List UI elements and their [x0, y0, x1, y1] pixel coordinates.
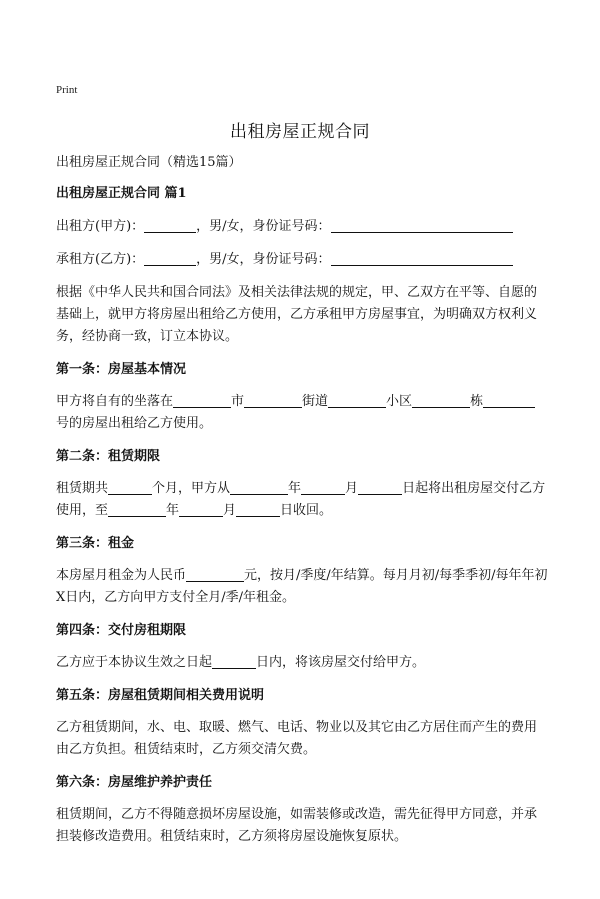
contract-heading: 出租房屋正规合同 篇1: [56, 186, 187, 201]
section-2-text: 日起将出租房屋交付乙方使用，至: [56, 481, 546, 518]
print-label: Print: [56, 84, 78, 96]
city-blank: [173, 393, 231, 408]
section-1-text: 栋: [470, 394, 484, 409]
section-3-paragraph: [56, 565, 548, 609]
section-3-text: 本房屋月租金为人民币: [56, 568, 187, 583]
section-4-paragraph: [56, 652, 548, 674]
lessee-line: [56, 249, 548, 271]
section-2-text: 个月，甲方从: [152, 481, 231, 496]
document-subtitle: 出租房屋正规合同（精选15篇）: [56, 155, 242, 170]
lessor-line: [56, 216, 548, 238]
months-blank: [108, 480, 152, 495]
section-2-text: 月: [345, 481, 359, 496]
document-title: 出租房屋正规合同: [230, 122, 370, 142]
start-day-blank: [358, 480, 402, 495]
end-month-blank: [179, 502, 223, 517]
section-5-heading: 第五条：房屋租赁期间相关费用说明: [56, 688, 265, 703]
lessee-gender-text: ，男/女，身份证号码：: [196, 252, 331, 267]
section-6-paragraph: 租赁期间，乙方不得随意损坏房屋设施，如需装修或改造，需先征得甲方同意，并承担装修改造费用。租赁结束时，乙方须将房屋设施恢复原状。: [56, 807, 538, 844]
section-1-text: 街道: [302, 394, 329, 409]
lessor-label: 出租方(甲方)：: [56, 219, 145, 234]
start-month-blank: [301, 480, 345, 495]
section-3-text: 元，按月/季度/年结算。每月月初/每季季初/每年年初X日内，乙方向甲方支付全月/季/年租金。: [56, 568, 548, 605]
section-2-heading: 第二条：租赁期限: [56, 449, 161, 464]
document-body: [56, 152, 548, 859]
district-blank: [328, 393, 386, 408]
section-3-heading: 第三条：租金: [56, 536, 135, 551]
intro-paragraph: 根据《中华人民共和国合同法》及相关法律法规的规定，甲、乙双方在平等、自愿的基础上，就甲方将房屋出租给乙方使用，乙方承租甲方房屋事宜，为明确双方权利义务，经协商一致，订立本协议。: [56, 285, 538, 344]
days-blank: [212, 654, 256, 669]
section-2-text: 年: [166, 503, 180, 518]
section-2-text: 年: [288, 481, 302, 496]
section-2-text: 日收回。: [280, 503, 333, 518]
section-2-text: 租赁期共: [56, 481, 109, 496]
rent-amount-blank: [186, 567, 244, 582]
section-1-text: 甲方将自有的坐落在: [56, 394, 174, 409]
section-1-text: 市: [231, 394, 245, 409]
section-2-text: 月: [223, 503, 237, 518]
section-2-paragraph: [56, 478, 548, 522]
section-4-heading: 第四条：交付房租期限: [56, 623, 187, 638]
lessee-name-blank: [144, 251, 196, 266]
section-4-text: 日内，将该房屋交付给甲方。: [256, 655, 426, 670]
section-1-heading: 第一条：房屋基本情况: [56, 362, 187, 377]
lessor-name-blank: [144, 218, 196, 233]
section-5-paragraph: 乙方租赁期间，水、电、取暖、燃气、电话、物业以及其它由乙方居住而产生的费用由乙方负担。租赁结束时，乙方须交清欠费。: [56, 720, 538, 757]
section-1-text: 号的房屋出租给乙方使用。: [56, 416, 213, 431]
lessee-label: 承租方(乙方)：: [56, 252, 145, 267]
building-blank: [412, 393, 470, 408]
number-blank: [483, 393, 535, 408]
start-year-blank: [230, 480, 288, 495]
section-4-text: 乙方应于本协议生效之日起: [56, 655, 213, 670]
section-1-text: 小区: [386, 394, 413, 409]
section-1-paragraph: [56, 391, 548, 435]
lessor-gender-text: ，男/女，身份证号码：: [196, 219, 331, 234]
end-year-blank: [108, 502, 166, 517]
street-blank: [244, 393, 302, 408]
end-day-blank: [236, 502, 280, 517]
section-6-heading: 第六条：房屋维护养护责任: [56, 775, 213, 790]
lessor-id-blank: [331, 218, 513, 233]
lessee-id-blank: [331, 251, 513, 266]
